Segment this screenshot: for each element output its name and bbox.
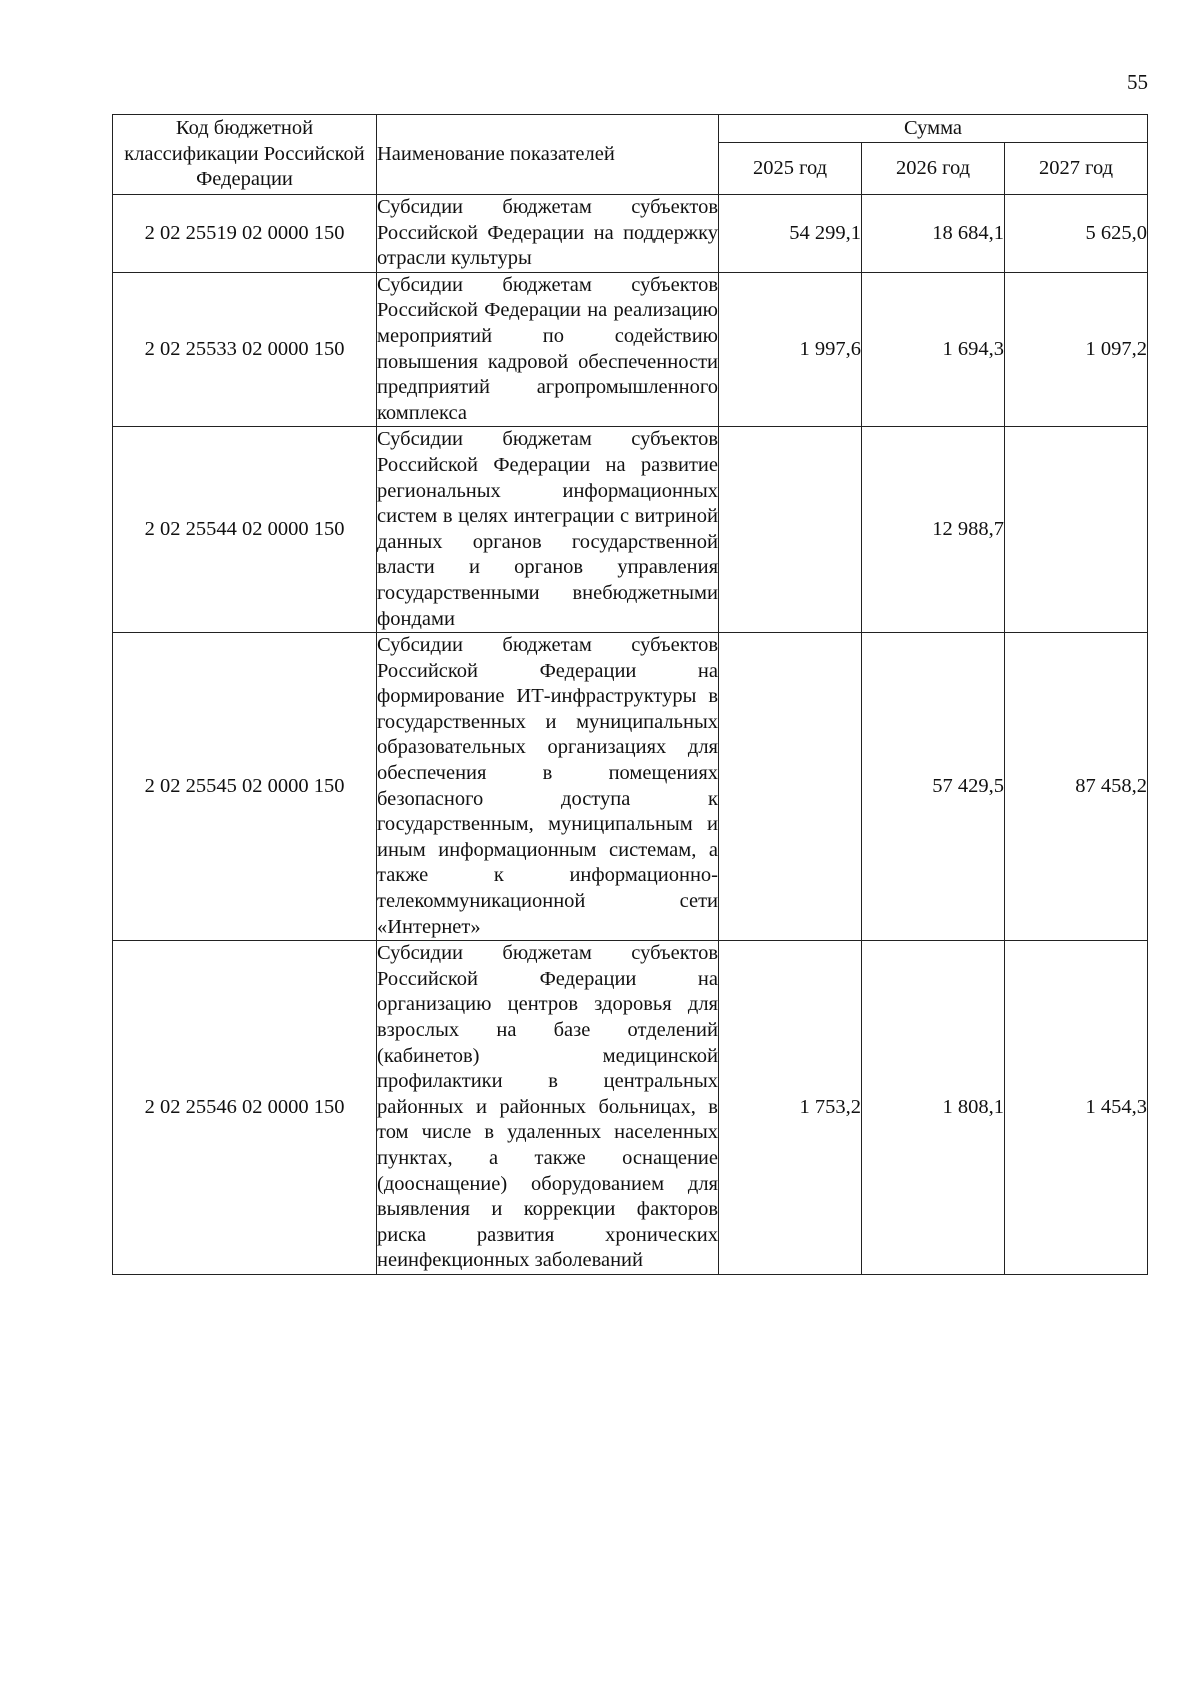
amount-2026: 1 808,1: [862, 941, 1005, 1275]
header-code: Код бюджетной классификации Российской Федерации: [113, 115, 377, 195]
indicator-name: Субсидии бюджетам субъектов Российской Федерации на развитие региональных информационных систем в целях интеграции с витриной данных органов государственной власти и органов управления государственными внебюджетными фондами: [377, 427, 719, 633]
amount-2027: 5 625,0: [1005, 195, 1148, 273]
indicator-name: Субсидии бюджетам субъектов Российской Федерации на реализацию мероприятий по содействию повышения кадровой обеспеченности предприятий агропромышленного комплекса: [377, 272, 719, 427]
budget-code: 2 02 25519 02 0000 150: [113, 195, 377, 273]
amount-2026: 1 694,3: [862, 272, 1005, 427]
amount-2027: 87 458,2: [1005, 633, 1148, 941]
budget-code: 2 02 25544 02 0000 150: [113, 427, 377, 633]
amount-2026: 12 988,7: [862, 427, 1005, 633]
budget-code: 2 02 25545 02 0000 150: [113, 633, 377, 941]
table-row: [113, 633, 1148, 941]
indicator-name: Субсидии бюджетам субъектов Российской Федерации на организацию центров здоровья для взрослых на базе отделений (кабинетов) медицинской профилактики в центральных районных и районных больницах, в том числе в удаленных населенных пунктах, а также оснащение (дооснащение) оборудованием для выявления и коррекции факторов риска развития хронических неинфекционных заболеваний: [377, 941, 719, 1275]
amount-2025: [719, 633, 862, 941]
amount-2027: [1005, 427, 1148, 633]
amount-2026: 18 684,1: [862, 195, 1005, 273]
header-name: Наименование показателей: [377, 115, 719, 195]
amount-2025: [719, 427, 862, 633]
table-row: [113, 272, 1148, 427]
budget-table: [112, 114, 1148, 1275]
budget-code: 2 02 25533 02 0000 150: [113, 272, 377, 427]
amount-2026: 57 429,5: [862, 633, 1005, 941]
page-number: 55: [1127, 70, 1148, 94]
table-row: [113, 195, 1148, 273]
amount-2025: 1 997,6: [719, 272, 862, 427]
header-year-2026: 2026 год: [862, 143, 1005, 195]
header-row-1: [113, 115, 1148, 143]
header-year-2025: 2025 год: [719, 143, 862, 195]
table-row: [113, 941, 1148, 1275]
header-year-2027: 2027 год: [1005, 143, 1148, 195]
amount-2027: 1 454,3: [1005, 941, 1148, 1275]
indicator-name: Субсидии бюджетам субъектов Российской Федерации на поддержку отрасли культуры: [377, 195, 719, 273]
header-sum: Сумма: [719, 115, 1148, 143]
amount-2025: 54 299,1: [719, 195, 862, 273]
table-row: [113, 427, 1148, 633]
amount-2027: 1 097,2: [1005, 272, 1148, 427]
amount-2025: 1 753,2: [719, 941, 862, 1275]
budget-code: 2 02 25546 02 0000 150: [113, 941, 377, 1275]
indicator-name: Субсидии бюджетам субъектов Российской Федерации на формирование ИТ-инфраструктуры в государственных и муниципальных образовательных организациях для обеспечения в помещениях безопасного доступа к государственным, муниципальным и иным информационным системам, а также к информационно-телекоммуникационной сети «Интернет»: [377, 633, 719, 941]
